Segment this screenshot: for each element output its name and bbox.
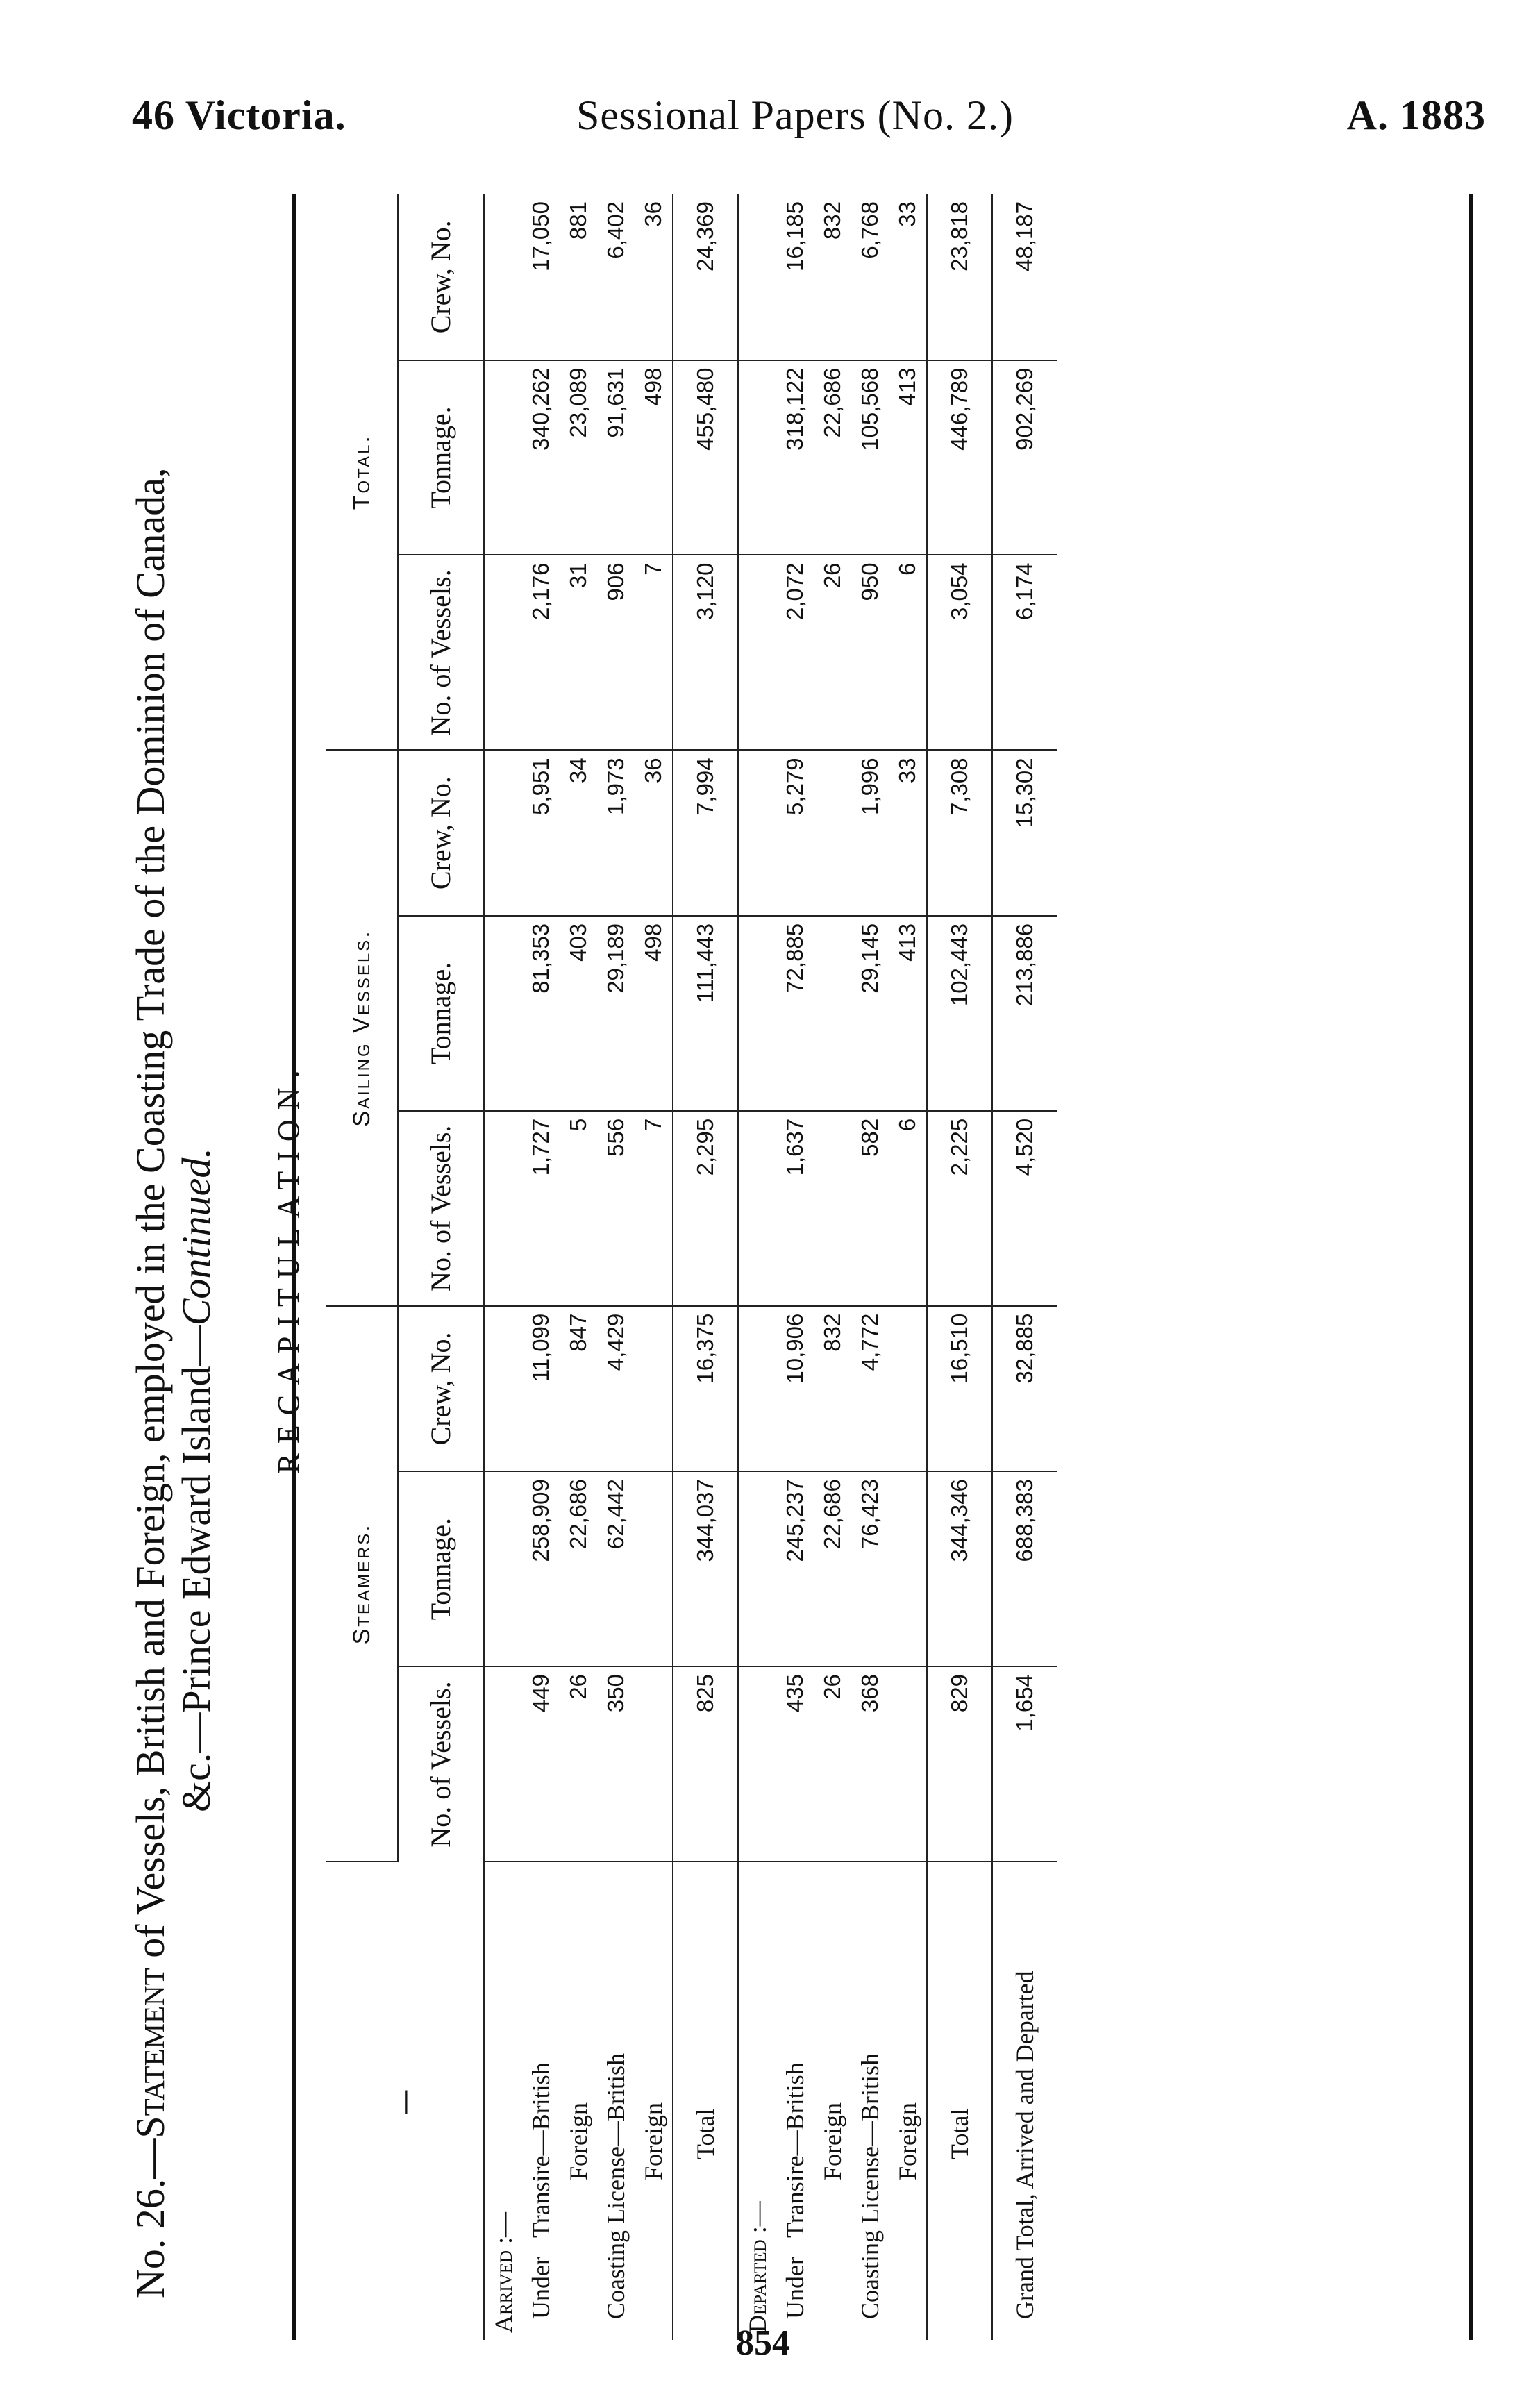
table-cell: 245,237	[776, 1471, 814, 1666]
table-cell: 22,686	[560, 1471, 597, 1666]
row-label: Under Transire—British	[527, 2062, 555, 2319]
section-label: Arrived :—	[489, 2211, 517, 2333]
table-cell: 1,996	[851, 750, 889, 916]
row-label: Foreign	[894, 2102, 921, 2180]
steamers-group-head: Steamers.	[326, 1306, 398, 1862]
title-text: of Vessels, British and Foreign, employed in the Coasting Trade of the Dominion of Canada,	[128, 467, 173, 1968]
table-cell	[889, 1471, 927, 1666]
table-cell: 1,637	[776, 1111, 814, 1306]
table-cell: 340,262	[522, 360, 560, 555]
title-subtext: &c.—Prince Edward Island—	[174, 1325, 219, 1812]
table-cell: 2,295	[673, 1111, 738, 1306]
table-cell	[635, 1471, 673, 1666]
page-title	[128, 250, 267, 2298]
table-cell: 832	[814, 1306, 851, 1472]
table-cell: 22,686	[814, 360, 851, 555]
table-cell: 825	[673, 1666, 738, 1862]
table-cell: 318,122	[776, 360, 814, 555]
table-cell: 105,568	[851, 360, 889, 555]
table-cell: 6,768	[851, 194, 889, 360]
table-cell: 7,308	[927, 750, 992, 916]
table-cell: 33	[889, 194, 927, 360]
table-cell: 23,818	[927, 194, 992, 360]
table-cell: 5	[560, 1111, 597, 1306]
table-cell: 3,120	[673, 555, 738, 750]
column-head-tonnage: Tonnage.	[398, 360, 484, 555]
table-cell: 81,353	[522, 916, 560, 1111]
continued-label: Continued.	[174, 1148, 219, 1326]
table-cell	[635, 1666, 673, 1862]
column-head-tonnage: Tonnage.	[398, 1471, 484, 1666]
table-cell: 17,050	[522, 194, 560, 360]
total-row-departed	[927, 194, 992, 2340]
row-label: Foreign	[639, 2102, 667, 2180]
row-label: Total	[673, 1862, 738, 2340]
table-cell: 16,510	[927, 1306, 992, 1472]
table-cell: 1,973	[597, 750, 635, 916]
table-cell: 36	[635, 194, 673, 360]
table-cell: 10,906	[776, 1306, 814, 1472]
table-cell: 902,269	[992, 360, 1057, 555]
table-cell: 76,423	[851, 1471, 889, 1666]
table-cell: 446,789	[927, 360, 992, 555]
table-cell: 881	[560, 194, 597, 360]
table-row	[814, 194, 851, 2340]
row-label: Grand Total, Arrived and Departed	[992, 1862, 1057, 2340]
table-cell: 950	[851, 555, 889, 750]
table-cell	[889, 1306, 927, 1472]
table-cell: 403	[560, 916, 597, 1111]
row-label: Coasting License—British	[602, 2053, 630, 2319]
table-cell: 102,443	[927, 916, 992, 1111]
table-cell: 413	[889, 360, 927, 555]
table-cell: 344,346	[927, 1471, 992, 1666]
year-label: A. 1883	[1346, 92, 1486, 138]
table-cell: 26	[814, 1666, 851, 1862]
table-cell: 344,037	[673, 1471, 738, 1666]
table-cell: 455,480	[673, 360, 738, 555]
table-cell: 29,145	[851, 916, 889, 1111]
table-cell: 16,375	[673, 1306, 738, 1472]
running-head	[132, 92, 1486, 147]
table-cell: 7	[635, 555, 673, 750]
table-cell: 2,225	[927, 1111, 992, 1306]
table-cell: 350	[597, 1666, 635, 1862]
table-cell: 36	[635, 750, 673, 916]
total-group-head: Total.	[326, 194, 398, 750]
table-cell: 5,951	[522, 750, 560, 916]
table-cell: 26	[560, 1666, 597, 1862]
table-cell: 449	[522, 1666, 560, 1862]
column-head-tonnage: Tonnage.	[398, 916, 484, 1111]
table-cell: 4,429	[597, 1306, 635, 1472]
table-cell	[814, 750, 851, 916]
table-cell: 24,369	[673, 194, 738, 360]
table-cell: 72,885	[776, 916, 814, 1111]
table-cell: 111,443	[673, 916, 738, 1111]
table-cell: 48,187	[992, 194, 1057, 360]
rotated-page	[118, 194, 1472, 2340]
table-row	[635, 194, 673, 2340]
table-cell	[889, 1666, 927, 1862]
column-head-crew: Crew, No.	[398, 750, 484, 916]
table-cell: 2,176	[522, 555, 560, 750]
table-cell: 847	[560, 1306, 597, 1472]
table-cell: 26	[814, 555, 851, 750]
table-cell: 832	[814, 194, 851, 360]
table-cell: 91,631	[597, 360, 635, 555]
section-label: Departed :—	[744, 2201, 771, 2333]
grand-total-row	[992, 194, 1057, 2340]
table-cell: 1,654	[992, 1666, 1057, 1862]
table-cell: 906	[597, 555, 635, 750]
table-cell: 32,885	[992, 1306, 1057, 1472]
sailing-group-head: Sailing Vessels.	[326, 750, 398, 1305]
table-cell: 6	[889, 1111, 927, 1306]
statement-number: No. 26.—	[128, 2138, 173, 2298]
table-row	[597, 194, 635, 2340]
table-cell: 5,279	[776, 750, 814, 916]
table-row	[776, 194, 814, 2340]
table-cell: 498	[635, 360, 673, 555]
column-head-vessels: No. of Vessels.	[398, 555, 484, 750]
table-cell: 1,727	[522, 1111, 560, 1306]
table-cell: 413	[889, 916, 927, 1111]
column-head-vessels: No. of Vessels.	[398, 1666, 484, 1862]
recapitulation-heading: RECAPITULATION.	[271, 1060, 306, 1474]
table-cell: 435	[776, 1666, 814, 1862]
label-column-head: —	[326, 1862, 484, 2340]
table-cell: 22,686	[814, 1471, 851, 1666]
table-cell: 16,185	[776, 194, 814, 360]
session-label: 46 Victoria.	[132, 92, 346, 138]
table-cell: 213,886	[992, 916, 1057, 1111]
row-label: Foreign	[564, 2102, 592, 2180]
recapitulation-table	[326, 194, 1057, 2340]
table-cell: 29,189	[597, 916, 635, 1111]
table-cell: 34	[560, 750, 597, 916]
table-cell: 498	[635, 916, 673, 1111]
table-cell: 3,054	[927, 555, 992, 750]
table-cell: 15,302	[992, 750, 1057, 916]
table-cell: 62,442	[597, 1471, 635, 1666]
table-row	[889, 194, 927, 2340]
table-cell: 258,909	[522, 1471, 560, 1666]
table-cell	[635, 1306, 673, 1472]
table-cell: 4,520	[992, 1111, 1057, 1306]
table-cell: 7	[635, 1111, 673, 1306]
statement-word: Statement	[128, 1968, 173, 2139]
section-row-arrived	[484, 194, 522, 2340]
table-row	[851, 194, 889, 2340]
table-cell: 556	[597, 1111, 635, 1306]
row-label: Coasting License—British	[856, 2053, 884, 2319]
table-row	[522, 194, 560, 2340]
table-cell: 829	[927, 1666, 992, 1862]
table-cell: 368	[851, 1666, 889, 1862]
table-cell: 4,772	[851, 1306, 889, 1472]
table-cell: 11,099	[522, 1306, 560, 1472]
table-cell: 7,994	[673, 750, 738, 916]
table-cell: 33	[889, 750, 927, 916]
page-number: 854	[736, 2323, 790, 2363]
column-head-crew: Crew, No.	[398, 194, 484, 360]
table-cell	[814, 1111, 851, 1306]
table-cell: 31	[560, 555, 597, 750]
table-cell: 6,402	[597, 194, 635, 360]
column-head-crew: Crew, No.	[398, 1306, 484, 1472]
total-row-arrived	[673, 194, 738, 2340]
row-label: Under Transire—British	[781, 2062, 809, 2319]
table-row	[560, 194, 597, 2340]
table-cell: 2,072	[776, 555, 814, 750]
sessional-papers-label: Sessional Papers (No. 2.)	[576, 92, 1014, 138]
table-cell: 688,383	[992, 1471, 1057, 1666]
table-cell	[814, 916, 851, 1111]
row-label: Total	[927, 1862, 992, 2340]
table-cell: 6,174	[992, 555, 1057, 750]
table-cell: 23,089	[560, 360, 597, 555]
section-row-departed	[738, 194, 776, 2340]
row-label: Foreign	[819, 2102, 846, 2180]
table-cell: 6	[889, 555, 927, 750]
column-head-vessels: No. of Vessels.	[398, 1111, 484, 1306]
table-cell: 582	[851, 1111, 889, 1306]
